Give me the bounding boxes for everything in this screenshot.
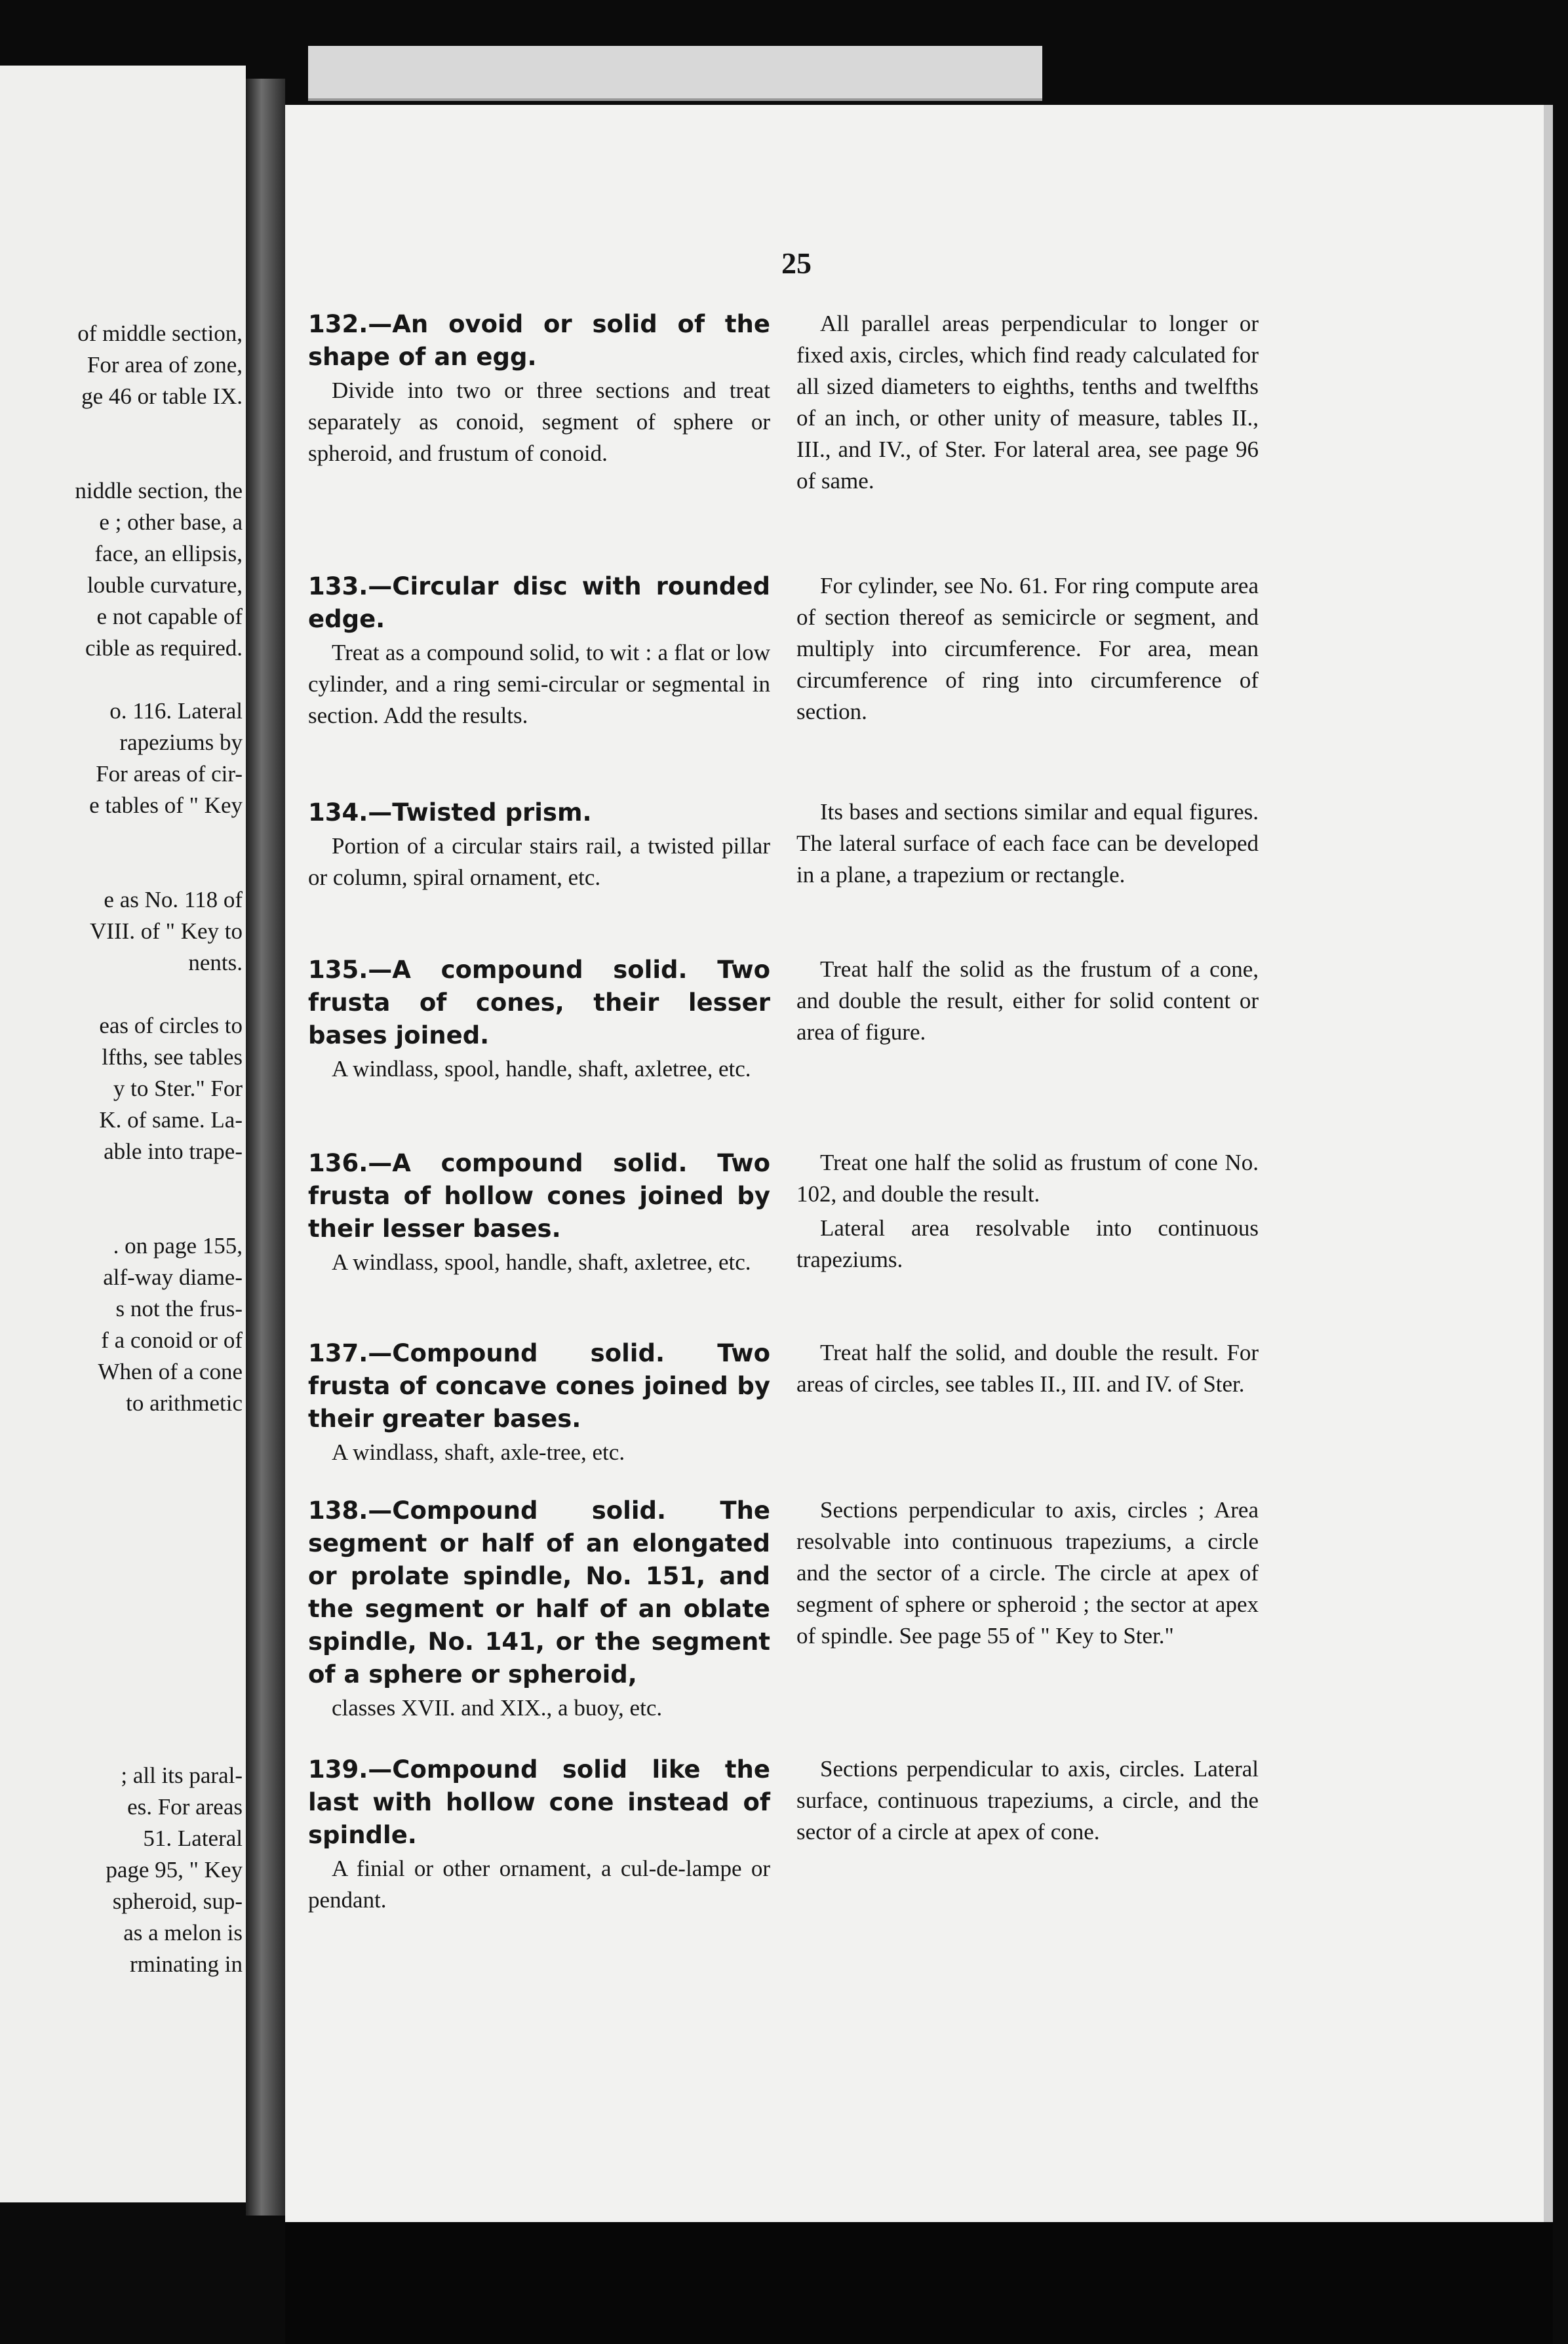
left-line: nents. bbox=[188, 950, 243, 975]
left-line: page 95, " Key bbox=[106, 1857, 243, 1883]
entry-heading bbox=[308, 570, 770, 636]
left-line: y to Ster." For bbox=[113, 1076, 243, 1101]
entry-number: 134. bbox=[308, 798, 368, 827]
entry-text: A finial or other ornament, a cul-de-lampe or pendant. bbox=[308, 1856, 770, 1913]
left-line: rminating in bbox=[129, 1951, 243, 1977]
entry-135 bbox=[308, 954, 770, 1085]
left-line: lfths, see tables bbox=[102, 1044, 243, 1070]
entry-number: 138. bbox=[308, 1496, 368, 1525]
entry-text: Treat as a compound solid, to wit : a flat or low cylinder, and a ring semi-circular or segmental in section. Add the results. bbox=[308, 640, 770, 728]
entry-137 bbox=[308, 1337, 770, 1468]
left-line: cible as required. bbox=[85, 635, 243, 661]
left-line: niddle section, the bbox=[75, 478, 243, 503]
left-line: to arithmetic bbox=[126, 1390, 243, 1416]
entry-heading bbox=[308, 308, 770, 374]
left-line: as a melon is bbox=[123, 1920, 243, 1945]
left-line: 51. Lateral bbox=[143, 1826, 243, 1851]
left-line: f a conoid or of bbox=[101, 1327, 243, 1353]
entry-number: 135. bbox=[308, 956, 368, 984]
entry-title: —A compound solid. Two frusta of hollow cones joined by their lesser bases. bbox=[308, 1149, 770, 1243]
entry-number: 133. bbox=[308, 572, 368, 600]
entry-note: Sections perpendicular to axis, circles. Lateral surface, continuous trapeziums, a circle, and the sector of a circle at apex of cone. bbox=[796, 1756, 1259, 1845]
entry-note-continued: Lateral area resolvable into continuous trapeziums. bbox=[796, 1215, 1259, 1272]
left-line: spheroid, sup- bbox=[112, 1888, 243, 1914]
entry-title: —Compound solid. Two frusta of concave cones joined by their greater bases. bbox=[308, 1339, 770, 1433]
entry-note-group bbox=[796, 1147, 1259, 1276]
left-line: es. For areas bbox=[127, 1794, 243, 1820]
entry-title: —Twisted prism. bbox=[368, 798, 592, 827]
entry-number: 132. bbox=[308, 310, 368, 338]
entry-title: —An ovoid or solid of the shape of an egg. bbox=[308, 310, 770, 371]
entry-text: classes XVII. and XIX., a buoy, etc. bbox=[332, 1695, 663, 1721]
left-line: able into trape- bbox=[104, 1139, 243, 1164]
left-line: of middle section, bbox=[77, 321, 243, 346]
left-line: e as No. 118 of bbox=[104, 887, 243, 912]
left-line: o. 116. Lateral bbox=[109, 698, 243, 724]
left-line: s not the frus- bbox=[115, 1296, 243, 1321]
entry-number: 136. bbox=[308, 1149, 368, 1177]
entry-136 bbox=[308, 1147, 770, 1278]
left-line: . on page 155, bbox=[113, 1233, 243, 1259]
entry-title: —Circular disc with rounded edge. bbox=[308, 572, 770, 633]
entry-note: For cylinder, see No. 61. For ring compute area of section thereof as semicircle or segment, and multiply into circumference. For area, mean circumference of ring into circumference of section. bbox=[796, 573, 1259, 724]
entry-note: All parallel areas perpendicular to longer or fixed axis, circles, which find ready calculated for all sized diameters to eighths, tenths and twelfths of an inch, or other unity of measure, tables II., III., and IV., of Ster. For lateral area, see page 96 of same. bbox=[796, 311, 1259, 494]
entry-heading bbox=[308, 1337, 770, 1436]
scan-edge-bottom bbox=[285, 2222, 1553, 2344]
left-line: alf-way diame- bbox=[103, 1264, 243, 1290]
entry-number: 137. bbox=[308, 1339, 368, 1367]
left-line: VIII. of " Key to bbox=[90, 918, 243, 944]
left-line: face, an ellipsis, bbox=[94, 541, 243, 566]
entry-note: Treat one half the solid as frustum of cone No. 102, and double the result. bbox=[796, 1150, 1259, 1207]
left-line: ge 46 or table IX. bbox=[81, 383, 243, 409]
left-line: When of a cone bbox=[98, 1359, 243, 1384]
scan-edge-top bbox=[308, 46, 1042, 101]
left-line: For area of zone, bbox=[87, 352, 243, 378]
entry-title: —Compound solid. The segment or half of an elongated or prolate spindle, No. 151, and the segment or half of an oblate spindle, No. 141, or the segment of a sphere or spheroid, bbox=[308, 1496, 770, 1689]
entry-heading bbox=[308, 1147, 770, 1245]
entry-heading bbox=[308, 1494, 770, 1691]
left-line: e not capable of bbox=[96, 604, 243, 629]
entry-134 bbox=[308, 796, 770, 893]
entry-note: Treat half the solid as the frustum of a cone, and double the result, either for solid content or area of figure. bbox=[796, 956, 1259, 1045]
entry-text: Portion of a circular stairs rail, a twisted pillar or column, spiral ornament, etc. bbox=[308, 833, 770, 890]
book-gutter bbox=[246, 79, 285, 2216]
entry-heading bbox=[308, 1753, 770, 1852]
left-line: K. of same. La- bbox=[99, 1107, 243, 1133]
entry-title: —Compound solid like the last with hollow cone instead of spindle. bbox=[308, 1755, 770, 1849]
left-page-fragment bbox=[0, 66, 246, 2202]
entry-note: Treat half the solid, and double the result. For areas of circles, see tables II., III. and IV. of Ster. bbox=[796, 1340, 1259, 1397]
left-line: ; all its paral- bbox=[121, 1763, 243, 1788]
entry-title: —A compound solid. Two frusta of cones, their lesser bases joined. bbox=[308, 956, 770, 1049]
entry-132 bbox=[308, 308, 770, 469]
entry-138 bbox=[308, 1494, 770, 1724]
left-line: e tables of " Key bbox=[89, 792, 243, 818]
left-line: eas of circles to bbox=[99, 1013, 243, 1038]
entry-139 bbox=[308, 1753, 770, 1916]
left-line: louble curvature, bbox=[87, 572, 243, 598]
entry-text: A windlass, spool, handle, shaft, axletree, etc. bbox=[332, 1249, 751, 1275]
entry-number: 139. bbox=[308, 1755, 368, 1784]
entry-note: Sections perpendicular to axis, circles ; Area resolvable into continuous trapeziums, a circle and the sector of a circle. The circle at apex of segment of sphere or spheroid ; the sector at apex of spindle. See page 55 of " Key to Ster." bbox=[796, 1497, 1259, 1649]
entry-heading bbox=[308, 796, 770, 829]
left-line: e ; other base, a bbox=[99, 509, 243, 535]
left-line: rapeziums by bbox=[119, 730, 243, 755]
entry-text: Divide into two or three sections and treat separately as conoid, segment of sphere or spheroid, and frustum of conoid. bbox=[308, 378, 770, 466]
entry-133 bbox=[308, 570, 770, 732]
entry-text: A windlass, spool, handle, shaft, axletree, etc. bbox=[332, 1056, 751, 1082]
entry-text: A windlass, shaft, axle-tree, etc. bbox=[332, 1439, 625, 1465]
page-number: 25 bbox=[781, 246, 812, 280]
entry-note: Its bases and sections similar and equal figures. The lateral surface of each face can be developed in a plane, a trapezium or rectangle. bbox=[796, 799, 1259, 888]
entry-heading bbox=[308, 954, 770, 1052]
left-line: For areas of cir- bbox=[96, 761, 243, 787]
